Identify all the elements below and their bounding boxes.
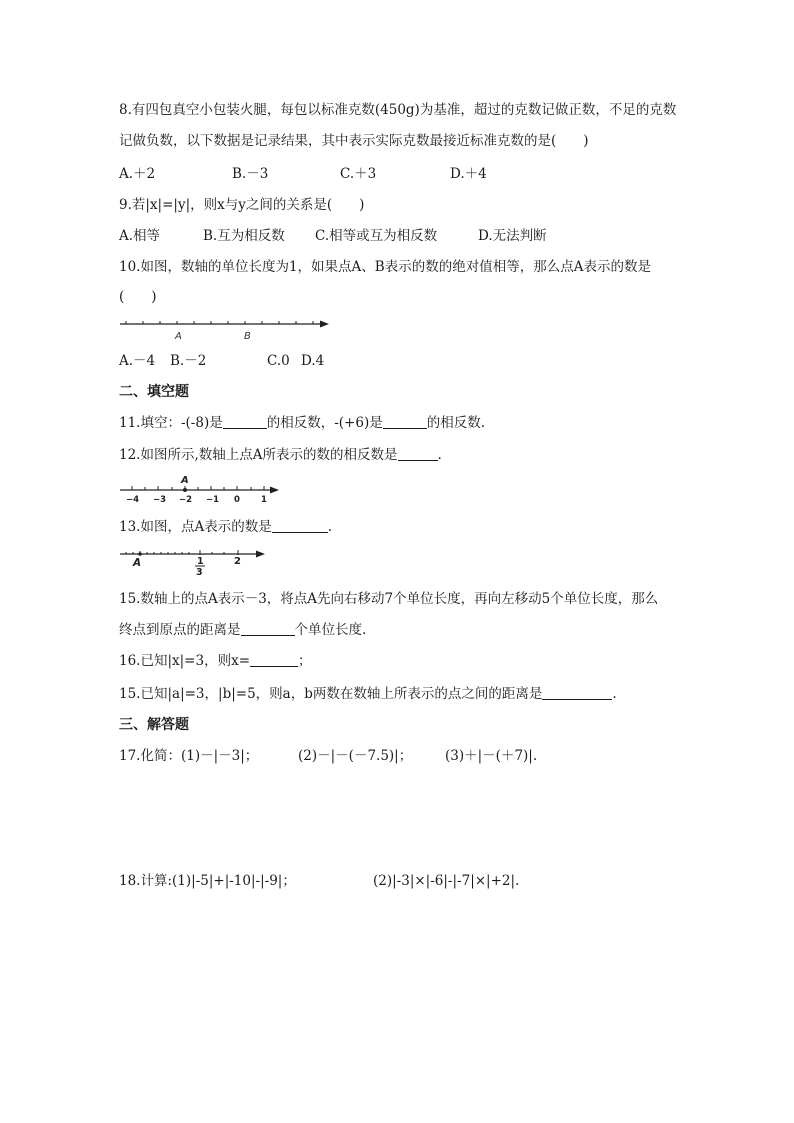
q10-option-a: A.－4: [119, 353, 156, 369]
q18-part1: 18.计算:(1)|-5|+|-10|-|-9|；: [119, 873, 296, 889]
q8-option-d: D.＋4: [450, 166, 487, 182]
q15a-line1: 15.数轴上的点A表示－3，将点A先向右移动7个单位长度，再向左移动5个单位长度，那么: [119, 591, 659, 607]
q9-option-a: A.相等: [119, 228, 161, 244]
q9-stem: 9.若|x|=|y|，则x与y之间的关系是( ): [119, 197, 365, 213]
q12-end: .: [437, 447, 442, 463]
section-2-title: 二、填空题: [119, 384, 189, 400]
q10-label-b: B: [244, 331, 251, 342]
q11-part2: 的相反数，-(+6)是: [266, 415, 383, 431]
section-3-title: 三、解答题: [119, 717, 189, 733]
q13-blank[interactable]: [272, 518, 328, 533]
q9-option-c: C.相等或互为相反数: [315, 228, 438, 244]
q10-label-a: A: [175, 331, 182, 342]
q10-axis: [120, 321, 329, 328]
q12-tick-label: −3: [153, 495, 167, 505]
arrow-right-icon: [256, 551, 265, 558]
q12-point-a: [183, 488, 187, 492]
q15b-end: .: [612, 686, 617, 702]
arrow-right-icon: [320, 321, 329, 328]
q16-blank[interactable]: [250, 652, 298, 667]
q11-blank-2[interactable]: [383, 414, 427, 429]
q10-option-b: B.－2: [170, 353, 207, 369]
q11-part3: 的相反数.: [426, 415, 486, 431]
q17-part3: (3)＋|－(＋7)|.: [445, 748, 538, 764]
q17-part1: 17.化简：(1)－|－3|；: [119, 748, 259, 764]
q13-text: 13.如图，点A表示的数是: [119, 519, 272, 535]
q16-end: ；: [298, 653, 312, 669]
q15a-text: 终点到原点的距离是: [119, 622, 241, 638]
q10-line1: 10.如图，数轴的单位长度为1，如果点A、B表示的数的绝对值相等，那么点A表示的数是: [119, 259, 651, 275]
q15b: [119, 685, 617, 703]
q10-line2: ( ): [119, 289, 157, 305]
q12-tick-label: −4: [126, 495, 140, 505]
q13-frac-denominator: 3: [196, 567, 203, 578]
q12-tick-label: 1: [261, 495, 267, 505]
q12-tick-label: 0: [234, 495, 240, 505]
q10-number-line: [117, 314, 337, 344]
q15a-end: 个单位长度.: [294, 622, 367, 638]
q18-part2: (2)|-3|×|-6|-|-7|×|+2|.: [373, 873, 520, 889]
q13-label-a: A: [133, 557, 142, 569]
q12-tick-label: −1: [206, 495, 220, 505]
q13-label-2: 2: [234, 556, 241, 567]
q15a-line2: [119, 621, 366, 639]
q16-text: 16.已知|x|=3，则x=: [119, 653, 251, 669]
q8-line1: 8.有四包真空小包装火腿，每包以标准克数(450g)为基准，超过的克数记做正数，不足的克数: [119, 102, 677, 118]
q8-option-b: B.－3: [232, 166, 269, 182]
q9-option-b: B.互为相反数: [203, 228, 285, 244]
q12-text: 12.如图所示,数轴上点A所表示的数的相反数是: [119, 447, 398, 463]
q8-option-a: A.＋2: [119, 166, 156, 182]
q13-number-line: [117, 544, 277, 578]
q13-point-a: [138, 552, 142, 556]
q11: [119, 414, 485, 432]
q10-option-d: D.4: [301, 353, 325, 369]
q13-end: .: [327, 519, 333, 535]
q12-number-line: [117, 474, 287, 506]
q12-label-a: A: [181, 475, 189, 486]
q16: [119, 652, 312, 670]
q11-part1: 11.填空：-(-8)是: [119, 415, 223, 431]
q8-line2: 记做负数，以下数据是记录结果，其中表示实际克数最接近标准克数的是( ): [119, 133, 589, 149]
q9-option-d: D.无法判断: [478, 228, 547, 244]
q10-option-c: C.0: [267, 353, 290, 369]
q15a-blank[interactable]: [241, 621, 295, 636]
q8-option-c: C.＋3: [340, 166, 377, 182]
q15b-text: 15.已知|a|=3，|b|=5，则a，b两数在数轴上所表示的点之间的距离是: [119, 686, 543, 702]
q13: [119, 518, 332, 536]
q13-frac-numerator: 1: [197, 556, 204, 567]
q12-tick-label: −2: [179, 495, 193, 505]
q11-blank-1[interactable]: [223, 414, 267, 429]
q12: [119, 446, 442, 464]
q17-part2: (2)－|－(－7.5)|；: [298, 748, 413, 764]
q12-blank[interactable]: [398, 446, 438, 461]
arrow-right-icon: [270, 487, 279, 494]
q15b-blank[interactable]: [542, 685, 612, 700]
